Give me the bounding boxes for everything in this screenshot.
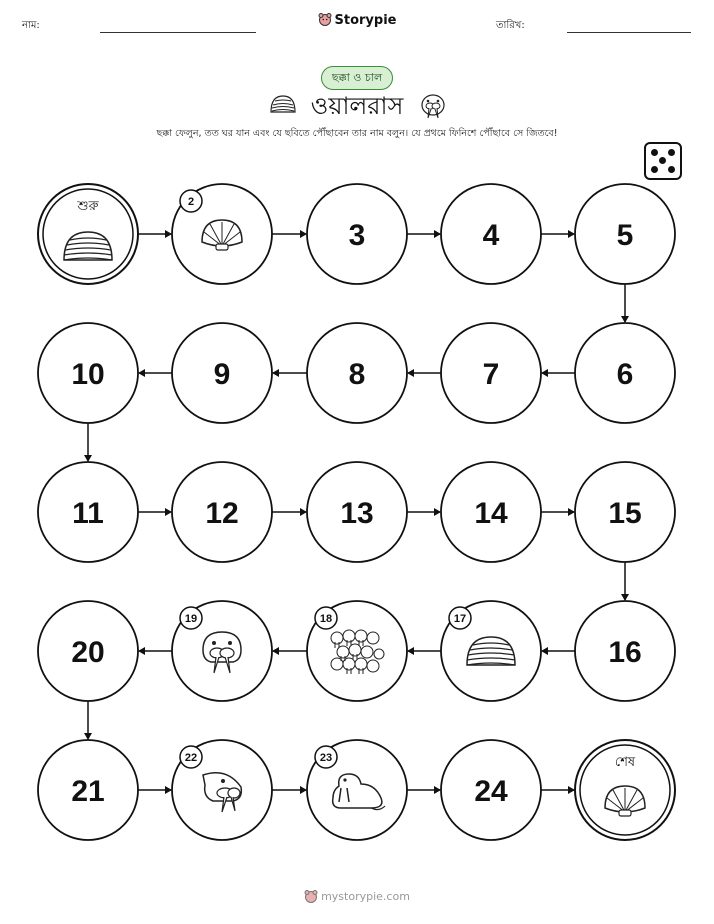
space-number: 5 xyxy=(616,219,634,252)
space-number: 7 xyxy=(482,358,500,391)
board-space[interactable] xyxy=(38,323,138,423)
walrus-herd-icon xyxy=(331,630,384,674)
space-number: 12 xyxy=(205,497,239,530)
brand-name: Storypie xyxy=(334,13,397,28)
space-number-badge: 18 xyxy=(319,613,333,625)
finish-space[interactable] xyxy=(575,740,675,840)
board-space[interactable] xyxy=(575,184,675,284)
space-number-badge: 2 xyxy=(187,196,195,208)
board-space[interactable] xyxy=(441,323,541,423)
finish-label: শেষ xyxy=(614,755,636,770)
board-space[interactable] xyxy=(575,323,675,423)
space-number: 24 xyxy=(474,775,508,808)
board-space[interactable] xyxy=(172,462,272,562)
board-space[interactable] xyxy=(575,462,675,562)
space-number: 13 xyxy=(340,497,374,530)
space-number-badge: 17 xyxy=(453,613,467,625)
space-number-badge: 19 xyxy=(184,613,198,625)
board-space[interactable] xyxy=(172,184,272,284)
board-space[interactable] xyxy=(307,323,407,423)
space-number: 14 xyxy=(474,497,508,530)
start-space[interactable] xyxy=(38,184,138,284)
space-number: 9 xyxy=(213,358,231,391)
board-space[interactable] xyxy=(441,601,541,701)
footer-url: mystorypie.com xyxy=(321,890,410,903)
space-number: 20 xyxy=(71,636,105,669)
space-number: 15 xyxy=(608,497,642,530)
instructions: ছক্কা ফেলুন, তত ঘর যান এবং যে ছবিতে পৌঁছাবেন তার নাম বলুন। যে প্রথমে ফিনিশে পৌঁছাবে সে জিতবে! xyxy=(156,128,558,139)
date-label: তারিখ: xyxy=(496,20,525,31)
space-number: 4 xyxy=(482,219,500,252)
space-number-badge: 22 xyxy=(184,752,198,764)
name-label: নাম: xyxy=(22,20,40,31)
board-space[interactable] xyxy=(172,601,272,701)
storypie-logo-icon xyxy=(304,889,318,903)
board-space[interactable] xyxy=(441,184,541,284)
board-space[interactable] xyxy=(307,740,407,840)
board-space[interactable] xyxy=(441,740,541,840)
board-space[interactable] xyxy=(441,462,541,562)
board-space[interactable] xyxy=(38,740,138,840)
board-space[interactable] xyxy=(575,601,675,701)
page-title: ওয়ালরাস xyxy=(310,92,404,120)
space-number: 21 xyxy=(71,775,105,808)
space-number-badge: 23 xyxy=(319,752,333,764)
board-space[interactable] xyxy=(307,462,407,562)
space-number: 8 xyxy=(348,358,366,391)
board-space[interactable] xyxy=(38,601,138,701)
footer xyxy=(0,889,714,903)
space-number: 10 xyxy=(71,358,105,391)
board-space[interactable] xyxy=(172,323,272,423)
space-number: 11 xyxy=(72,497,104,530)
start-label: শুরু xyxy=(77,199,99,214)
board-space[interactable] xyxy=(172,740,272,840)
game-type-badge: ছক্কা ও চাল xyxy=(321,66,393,90)
board-space[interactable] xyxy=(307,601,407,701)
board-space[interactable] xyxy=(307,184,407,284)
space-number: 6 xyxy=(616,358,634,391)
board-space[interactable] xyxy=(38,462,138,562)
space-number: 16 xyxy=(608,636,642,669)
space-number: 3 xyxy=(348,219,366,252)
